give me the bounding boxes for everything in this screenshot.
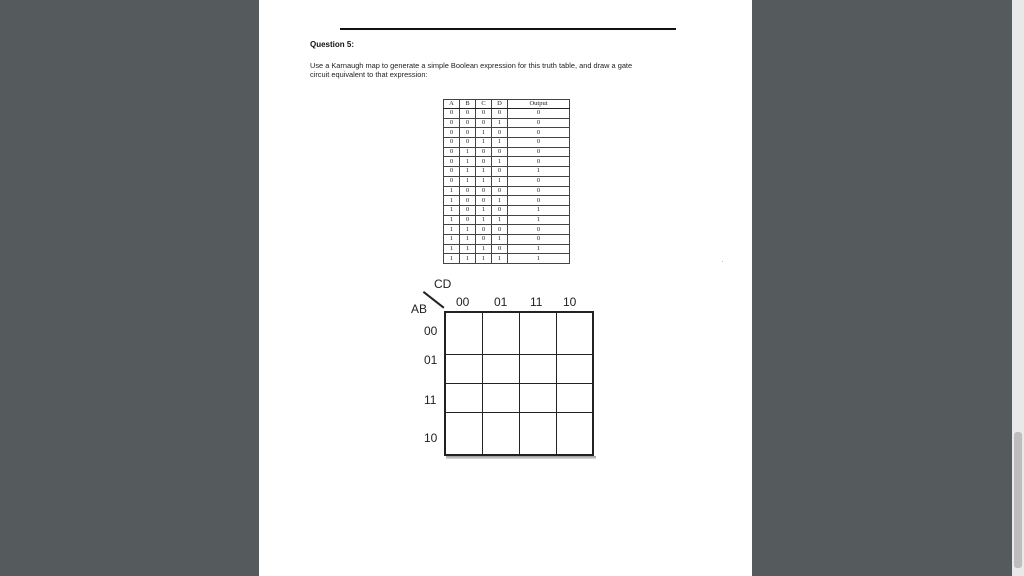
truth-table-row [444, 205, 570, 215]
karnaugh-map-grid [444, 311, 594, 456]
truth-table-cell: 1 [460, 167, 476, 177]
truth-table-cell: 0 [476, 147, 492, 157]
truth-table-row [444, 128, 570, 138]
kmap-row-label: 00 [424, 324, 438, 338]
kmap-cell [556, 312, 593, 355]
truth-table-cell: 1 [476, 128, 492, 138]
truth-table-cell: 0 [492, 109, 508, 119]
truth-table-cell: 1 [492, 254, 508, 264]
truth-table-cell: 1 [460, 147, 476, 157]
truth-table-cell: 0 [444, 138, 460, 148]
kmap-shadow [446, 456, 596, 459]
truth-table-cell: 0 [476, 196, 492, 206]
kmap-cell [482, 355, 519, 384]
kmap-row-label: 01 [424, 353, 438, 367]
truth-table-cell: 1 [508, 167, 570, 177]
truth-table-cell: 1 [492, 138, 508, 148]
scrollbar-thumb[interactable] [1014, 432, 1022, 568]
truth-table-cell: 0 [508, 147, 570, 157]
truth-table-cell: 0 [492, 167, 508, 177]
truth-table-cell: 0 [476, 118, 492, 128]
truth-table-row [444, 254, 570, 264]
truth-table-cell: 0 [476, 109, 492, 119]
question-text-line-2: circuit equivalent to that expression: [310, 70, 428, 79]
truth-table-row [444, 138, 570, 148]
kmap-cell [445, 412, 482, 455]
truth-table-row [444, 234, 570, 244]
kmap-cell [556, 412, 593, 455]
truth-table-row [444, 196, 570, 206]
truth-table-cell: 1 [444, 225, 460, 235]
truth-table-cell: 1 [460, 176, 476, 186]
truth-table-cell: 1 [476, 254, 492, 264]
truth-table-cell: 0 [460, 186, 476, 196]
truth-table-cell: 1 [460, 244, 476, 254]
truth-table-cell: 0 [492, 186, 508, 196]
truth-table-cell: 1 [492, 215, 508, 225]
kmap-column-label: 00 [456, 295, 470, 309]
kmap-column-variable: CD [434, 277, 452, 291]
truth-table-header: Output [508, 100, 570, 109]
truth-table-cell: 0 [460, 109, 476, 119]
truth-table-cell: 0 [476, 186, 492, 196]
truth-table-row [444, 147, 570, 157]
truth-table-cell: 1 [444, 244, 460, 254]
truth-table-cell: 0 [492, 205, 508, 215]
truth-table-cell: 0 [460, 215, 476, 225]
truth-table-cell: 0 [476, 225, 492, 235]
truth-table-body [444, 109, 570, 264]
truth-table-cell: 0 [508, 196, 570, 206]
truth-table-cell: 1 [476, 215, 492, 225]
truth-table-cell: 1 [508, 254, 570, 264]
truth-table-cell: 1 [508, 215, 570, 225]
truth-table-header: B [460, 100, 476, 109]
truth-table-row [444, 244, 570, 254]
truth-table-cell: 0 [460, 205, 476, 215]
truth-table-cell: 0 [476, 234, 492, 244]
question-text [310, 61, 690, 79]
truth-table-cell: 0 [444, 128, 460, 138]
truth-table-row [444, 157, 570, 167]
truth-table-cell: 1 [460, 225, 476, 235]
truth-table-cell: 0 [444, 118, 460, 128]
vertical-scrollbar[interactable] [1012, 0, 1024, 576]
kmap-cell [445, 355, 482, 384]
truth-table-cell: 1 [460, 234, 476, 244]
kmap-cell [482, 383, 519, 412]
kmap-cell [519, 412, 556, 455]
kmap-column-label: 01 [494, 295, 508, 309]
truth-table-cell: 0 [508, 186, 570, 196]
truth-table-cell: 1 [460, 157, 476, 167]
truth-table-cell: 0 [492, 128, 508, 138]
truth-table-cell: 1 [476, 176, 492, 186]
kmap-cell [519, 312, 556, 355]
document-page [259, 0, 752, 576]
truth-table-cell: 1 [444, 196, 460, 206]
kmap-row-label: 10 [424, 431, 438, 445]
truth-table-cell: 1 [492, 176, 508, 186]
truth-table-row [444, 225, 570, 235]
kmap-column-label: 11 [530, 295, 543, 309]
truth-table-cell: 0 [508, 225, 570, 235]
truth-table-cell: 0 [460, 138, 476, 148]
truth-table-cell: 0 [460, 128, 476, 138]
kmap-cell [482, 412, 519, 455]
truth-table-cell: 0 [460, 196, 476, 206]
kmap-cell [445, 383, 482, 412]
truth-table-cell: 1 [492, 196, 508, 206]
truth-table-cell: 1 [492, 234, 508, 244]
truth-table-header: A [444, 100, 460, 109]
truth-table-cell: 0 [492, 244, 508, 254]
kmap-cell [556, 355, 593, 384]
kmap-cell [445, 312, 482, 355]
truth-table-header: D [492, 100, 508, 109]
truth-table-cell: 0 [508, 234, 570, 244]
truth-table-cell: 0 [444, 147, 460, 157]
kmap-column-label: 10 [563, 295, 577, 309]
truth-table-cell: 1 [444, 186, 460, 196]
question-text-line-1: Use a Karnaugh map to generate a simple Boolean expression for this truth table, and draw a gate [310, 61, 633, 70]
truth-table-cell: 1 [460, 254, 476, 264]
stray-mark [722, 261, 723, 262]
kmap-cell [556, 383, 593, 412]
kmap-cell [519, 355, 556, 384]
truth-table-cell: 1 [508, 205, 570, 215]
truth-table-cell: 1 [492, 157, 508, 167]
truth-table-cell: 0 [508, 176, 570, 186]
kmap-row-label: 11 [424, 393, 437, 407]
truth-table-header-row [444, 100, 570, 109]
truth-table-cell: 0 [508, 118, 570, 128]
truth-table-cell: 1 [444, 254, 460, 264]
truth-table-row [444, 215, 570, 225]
truth-table-cell: 1 [492, 118, 508, 128]
truth-table-cell: 0 [460, 118, 476, 128]
truth-table-cell: 1 [444, 215, 460, 225]
truth-table-cell: 1 [476, 205, 492, 215]
truth-table-cell: 1 [444, 234, 460, 244]
truth-table-cell: 1 [444, 205, 460, 215]
truth-table-row [444, 109, 570, 119]
truth-table-cell: 0 [508, 109, 570, 119]
kmap-cell [482, 312, 519, 355]
horizontal-rule [340, 28, 676, 30]
kmap-row-variable: AB [411, 302, 428, 316]
truth-table-header: C [476, 100, 492, 109]
truth-table-row [444, 118, 570, 128]
truth-table-cell: 0 [508, 157, 570, 167]
truth-table-cell: 0 [508, 128, 570, 138]
truth-table [443, 99, 570, 264]
truth-table-cell: 1 [508, 244, 570, 254]
kmap-cell [519, 383, 556, 412]
truth-table-cell: 1 [476, 138, 492, 148]
truth-table-cell: 0 [476, 157, 492, 167]
truth-table-cell: 0 [444, 176, 460, 186]
truth-table-cell: 0 [492, 225, 508, 235]
truth-table-cell: 0 [444, 109, 460, 119]
truth-table-cell: 0 [444, 167, 460, 177]
truth-table-row [444, 176, 570, 186]
truth-table-cell: 0 [508, 138, 570, 148]
truth-table-cell: 1 [476, 167, 492, 177]
truth-table-row [444, 167, 570, 177]
truth-table-cell: 0 [444, 157, 460, 167]
question-title: Question 5: [310, 40, 355, 49]
truth-table-row [444, 186, 570, 196]
truth-table-cell: 1 [476, 244, 492, 254]
truth-table-cell: 0 [492, 147, 508, 157]
